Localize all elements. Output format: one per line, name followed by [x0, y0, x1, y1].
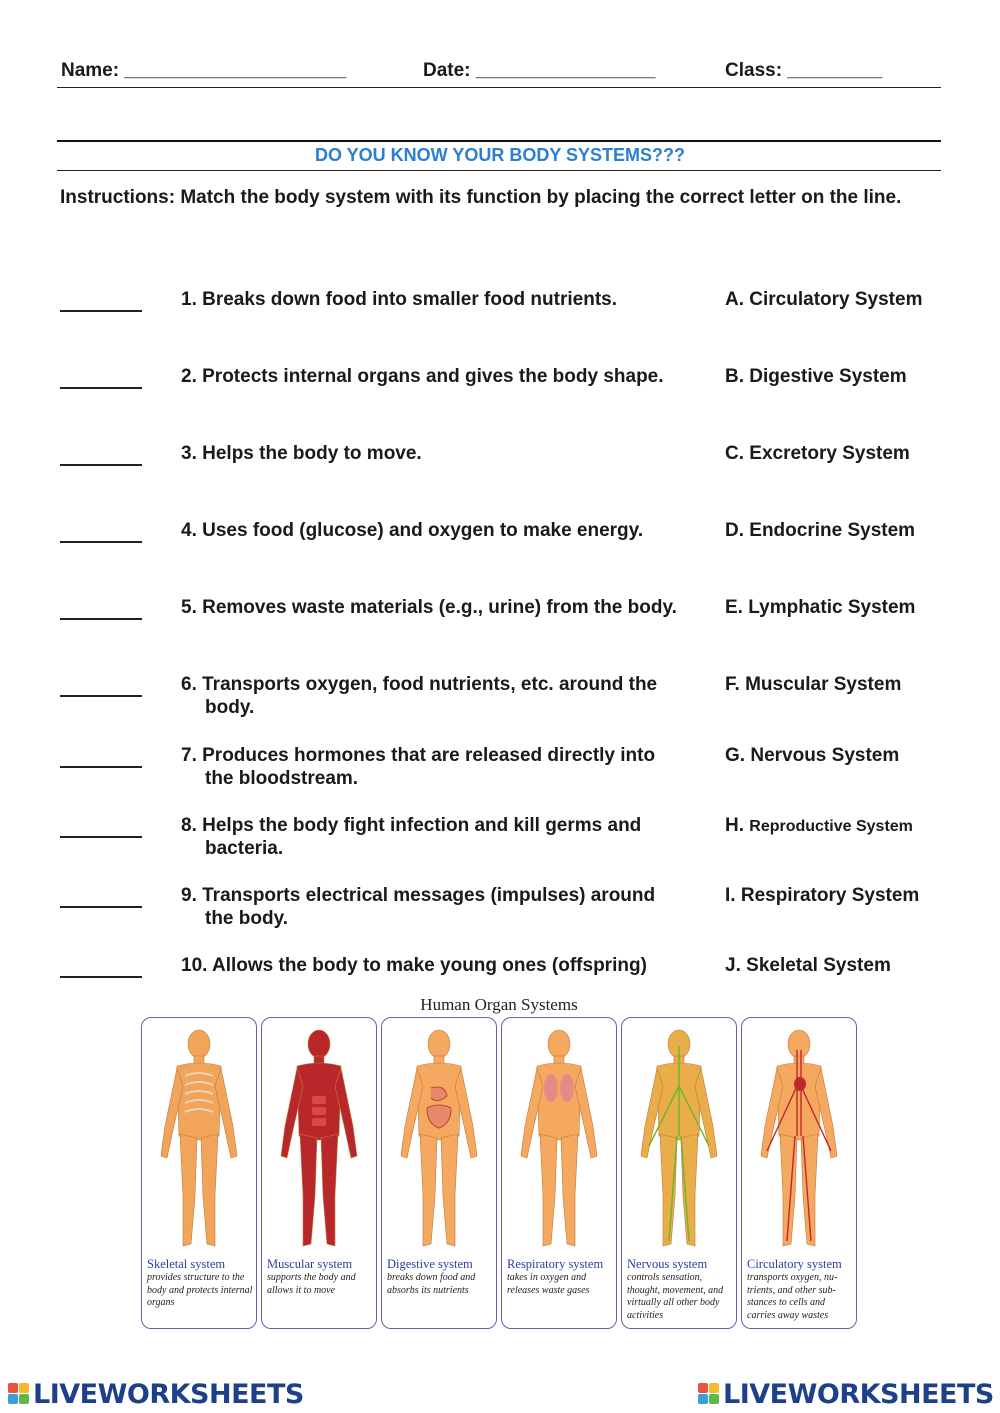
- answer-option: [725, 744, 995, 767]
- answer-option: [725, 519, 995, 542]
- answer-option: [725, 954, 995, 977]
- answer-blank[interactable]: [60, 954, 142, 978]
- answer-blank[interactable]: [60, 519, 142, 543]
- date-field-label: Date: _________________: [423, 60, 656, 81]
- class-field-label: Class: _________: [725, 60, 883, 81]
- logo-blocks-icon: [698, 1383, 720, 1405]
- option-label: Reproductive System: [749, 818, 913, 835]
- option-label: Skeletal System: [746, 955, 891, 976]
- panel-system-description: provides structure to the body and protects internal organs: [147, 1272, 253, 1308]
- question-text: [181, 954, 721, 977]
- question-text: [181, 288, 721, 311]
- answer-blank[interactable]: [60, 814, 142, 838]
- option-letter: J.: [725, 955, 741, 976]
- answer-option: [725, 673, 995, 696]
- answer-blank[interactable]: [60, 884, 142, 908]
- option-letter: I.: [725, 885, 736, 906]
- logo-blocks-icon: [8, 1383, 30, 1405]
- option-label: Endocrine System: [749, 520, 916, 541]
- question-text: [181, 884, 721, 930]
- panel-system-name: Respiratory system: [507, 1257, 604, 1271]
- circulatory-figure-icon: [747, 1026, 851, 1254]
- panel-system-name: Digestive system: [387, 1257, 473, 1271]
- option-label: Lymphatic System: [748, 597, 916, 618]
- question-text: [181, 673, 721, 719]
- liveworksheets-logo-left: [8, 1379, 304, 1410]
- answer-option: [725, 365, 995, 388]
- option-label: Respiratory System: [740, 885, 920, 906]
- panel-system-description: controls sensation, thought, movement, and virtually all other body activities: [627, 1272, 724, 1321]
- panel-system-description: supports the body and allows it to move: [267, 1272, 356, 1296]
- option-label: Digestive System: [749, 366, 907, 387]
- answer-option: [725, 288, 995, 311]
- logo-text: LIVEWORKSHEETS: [33, 1379, 304, 1410]
- answer-blank[interactable]: [60, 744, 142, 768]
- nervous-figure-icon: [627, 1026, 731, 1254]
- digestive-figure-icon: [387, 1026, 491, 1254]
- question-line: 6. Transports oxygen, food nutrients, etc. around the: [181, 674, 658, 695]
- organ-system-panel: [261, 1017, 377, 1329]
- logo-text: LIVEWORKSHEETS: [723, 1379, 994, 1410]
- question-line: 8. Helps the body fight infection and kill germs and: [181, 815, 642, 836]
- organ-system-panel: [741, 1017, 857, 1329]
- header-divider: [57, 87, 941, 88]
- panel-system-description: takes in oxygen and releases waste gases: [507, 1272, 590, 1296]
- question-line: 3. Helps the body to move.: [181, 443, 422, 464]
- worksheet-title: DO YOU KNOW YOUR BODY SYSTEMS???: [314, 145, 686, 165]
- option-label: Circulatory System: [749, 289, 923, 310]
- question-continuation: the bloodstream.: [205, 768, 359, 789]
- question-line: 10. Allows the body to make young ones (offspring): [181, 955, 647, 976]
- answer-blank[interactable]: [60, 596, 142, 620]
- panel-system-name: Muscular system: [267, 1257, 353, 1271]
- question-text: [181, 442, 721, 465]
- question-text: [181, 365, 721, 388]
- answer-option: [725, 814, 995, 838]
- organ-system-panel: [621, 1017, 737, 1329]
- option-letter: E.: [725, 597, 743, 618]
- option-label: Muscular System: [745, 674, 902, 695]
- option-letter: A.: [725, 289, 744, 310]
- panel-system-description: breaks down food and absorbs its nutrients: [387, 1272, 476, 1296]
- title-bottom-rule: [57, 170, 941, 171]
- respiratory-figure-icon: [507, 1026, 611, 1254]
- answer-option: [725, 442, 995, 465]
- question-continuation: the body.: [205, 908, 289, 929]
- option-label: Excretory System: [749, 443, 910, 464]
- panel-system-name: Circulatory system: [747, 1257, 842, 1271]
- muscular-figure-icon: [267, 1026, 371, 1254]
- question-text: [181, 744, 721, 790]
- question-continuation: body.: [205, 697, 255, 718]
- panel-system-name: Nervous system: [627, 1257, 708, 1271]
- option-letter: G.: [725, 745, 746, 766]
- figure-title: Human Organ Systems: [420, 995, 578, 1014]
- option-letter: C.: [725, 443, 744, 464]
- skeletal-figure-icon: [147, 1026, 251, 1254]
- title-top-rule: [57, 140, 941, 142]
- panel-system-description: transports oxygen, nu- trients, and other sub- stances to cells and carries away wastes: [747, 1272, 838, 1321]
- answer-blank[interactable]: [60, 673, 142, 697]
- question-line: 7. Produces hormones that are released directly into: [181, 745, 656, 766]
- question-text: [181, 814, 721, 860]
- question-line: 5. Removes waste materials (e.g., urine) from the body.: [181, 597, 677, 618]
- option-letter: H.: [725, 815, 744, 836]
- organ-system-panel: [501, 1017, 617, 1329]
- answer-option: [725, 596, 995, 619]
- answer-blank[interactable]: [60, 442, 142, 466]
- answer-blank[interactable]: [60, 365, 142, 389]
- liveworksheets-logo-right: [698, 1379, 994, 1410]
- organ-systems-figure: [138, 995, 860, 1333]
- organ-system-panel: [381, 1017, 497, 1329]
- question-text: [181, 519, 721, 542]
- question-continuation: bacteria.: [205, 838, 284, 859]
- option-letter: F.: [725, 674, 740, 695]
- question-text: [181, 596, 721, 619]
- question-line: 4. Uses food (glucose) and oxygen to make energy.: [181, 520, 644, 541]
- answer-blank[interactable]: [60, 288, 142, 312]
- question-line: 2. Protects internal organs and gives the body shape.: [181, 366, 664, 387]
- panel-system-name: Skeletal system: [147, 1257, 226, 1271]
- name-field-label: Name: _____________________: [61, 60, 347, 81]
- question-line: 1. Breaks down food into smaller food nutrients.: [181, 289, 617, 310]
- option-letter: B.: [725, 366, 744, 387]
- instructions: Instructions: Match the body system with its function by placing the correct letter on the line.: [60, 187, 902, 208]
- organ-system-panel: [141, 1017, 257, 1329]
- option-letter: D.: [725, 520, 744, 541]
- answer-option: [725, 884, 995, 907]
- option-label: Nervous System: [750, 745, 900, 766]
- question-line: 9. Transports electrical messages (impulses) around: [181, 885, 656, 906]
